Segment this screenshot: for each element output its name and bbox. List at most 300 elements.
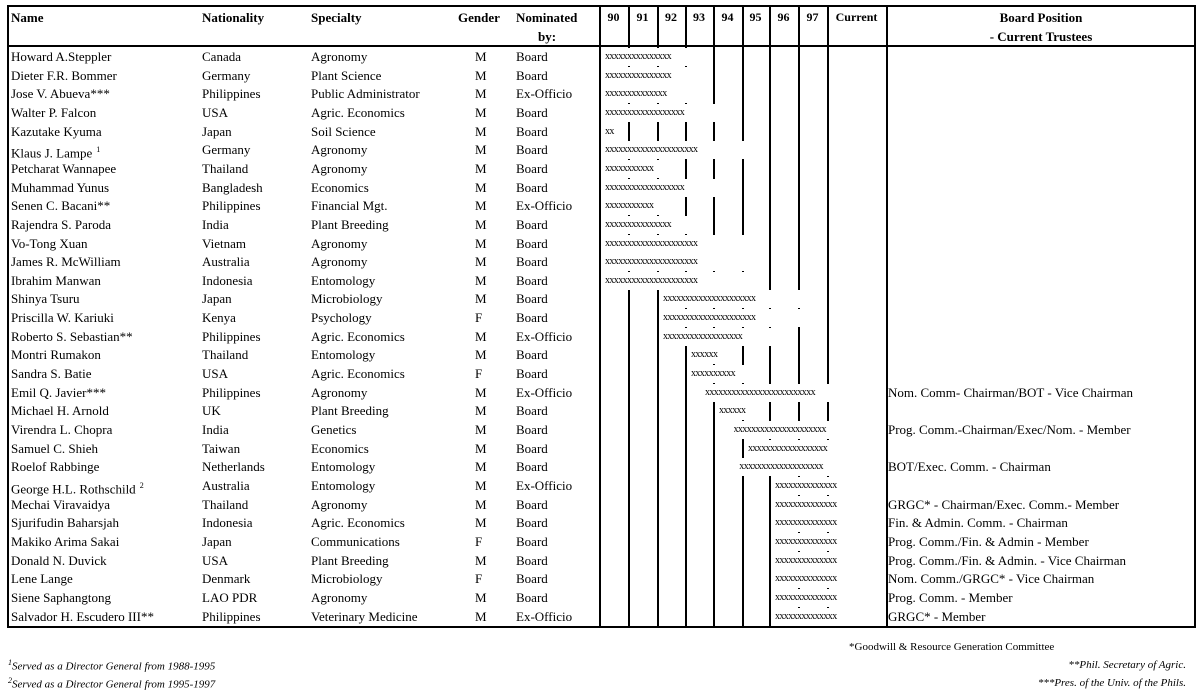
cell-name [11, 309, 114, 327]
cell-specialty [311, 197, 388, 215]
table-row [9, 477, 1194, 496]
cell-specialty [311, 290, 383, 308]
cell-nationality [202, 384, 261, 402]
name-text: Kazutake Kyuma [11, 123, 102, 139]
service-bar: xxxxxxxxxxxxxxxxxxxxxxxxx [705, 384, 880, 402]
specialty-text: Entomology [311, 272, 376, 288]
cell-specialty [311, 514, 405, 532]
cell-nationality [202, 477, 250, 495]
cell-specialty [311, 458, 375, 476]
name-footnote-marker: 1 [96, 145, 101, 155]
gender-text: M [475, 49, 487, 64]
cell-gender [475, 197, 487, 215]
gender-text: M [475, 198, 487, 214]
cell-specialty [311, 402, 389, 420]
board-position: Nom. Comm./GRGC* - Vice Chairman [888, 571, 1095, 587]
gender-text: M [475, 179, 487, 195]
table-row [9, 533, 1194, 552]
specialty-text: Entomology [311, 459, 376, 475]
name-text: Shinya Tsuru [11, 291, 80, 307]
cell-name [11, 85, 110, 103]
name-text: Makiko Arima Sakai [11, 533, 120, 549]
cell-nominated [516, 67, 548, 85]
gender-text: M [475, 254, 487, 270]
board-position: GRGC* - Member [888, 608, 986, 624]
specialty-text: Agronomy [311, 142, 368, 158]
gender-text: M [475, 384, 487, 400]
cell-specialty [311, 48, 367, 66]
table-row [9, 272, 1194, 291]
table-row [9, 197, 1194, 216]
header-year-90: 90 [607, 10, 620, 24]
name-text: Sjurifudin Baharsjah [11, 515, 119, 531]
service-bar: xxxxxxxxxxxxxx [775, 496, 880, 514]
name-text: Petcharat Wannapee [11, 160, 117, 176]
specialty-text: Microbiology [311, 291, 383, 307]
name-text: Roberto S. Sebastian** [11, 328, 133, 344]
nationality-text: Philippines [202, 198, 261, 214]
service-bar: xxxxxxxxxxxxxxxxxxxxx [605, 272, 753, 290]
cell-nationality [202, 123, 232, 141]
cell-name [11, 608, 154, 626]
trustees-table [7, 5, 1196, 628]
cell-nationality [202, 496, 248, 514]
cell-nominated [516, 309, 548, 327]
table-row [9, 589, 1194, 608]
cell-gender [475, 272, 487, 290]
cell-nationality [202, 160, 248, 178]
cell-gender [475, 514, 487, 532]
header-position-line2: - Current Trustees [989, 29, 1093, 44]
header-board-position [886, 8, 1196, 46]
cell-nationality [202, 458, 265, 476]
board-position: Prog. Comm./Fin. & Admin - Member [888, 533, 1089, 549]
cell-nominated [516, 123, 548, 141]
nationality-text: Vietnam [202, 235, 246, 251]
service-bar: xxxxxxxxxxxxxxx [605, 67, 702, 85]
service-bar: xxxxxxxxxxx [605, 160, 682, 178]
specialty-text: Agric. Economics [311, 515, 405, 531]
table-row [9, 570, 1194, 589]
gender-text: F [475, 571, 483, 587]
table-row [9, 235, 1194, 254]
specialty-text: Communications [311, 533, 400, 549]
cell-name [11, 160, 116, 178]
nationality-text: Philippines [202, 608, 261, 624]
table-row [9, 608, 1194, 627]
cell-nationality [202, 589, 257, 607]
cell-name [11, 272, 101, 290]
nominated-text: Ex-Officio [516, 608, 573, 624]
cell-name [11, 197, 110, 215]
service-bar: xxxxxxxxxxxxxx [605, 85, 702, 103]
cell-nationality [202, 253, 250, 271]
table-row [9, 402, 1194, 421]
footnote-1 [8, 658, 215, 673]
cell-nationality [202, 402, 221, 420]
cell-gender [475, 570, 482, 588]
cell-specialty [311, 477, 375, 495]
cell-gender [475, 384, 487, 402]
cell-nominated [516, 440, 548, 458]
gender-text: M [475, 216, 487, 232]
footnote-star2: **Phil. Secretary of Agric. [1068, 659, 1186, 671]
table-row [9, 48, 1194, 67]
name-text: Muhammad Yunus [11, 179, 110, 195]
cell-name [11, 67, 117, 85]
specialty-text: Agric. Economics [311, 366, 405, 382]
gender-text: M [475, 496, 487, 512]
nominated-text: Ex-Officio [516, 86, 573, 102]
table-row [9, 141, 1194, 160]
specialty-text: Agric. Economics [311, 328, 405, 344]
name-text: Salvador H. Escudero III** [11, 608, 154, 624]
gender-text: F [475, 533, 483, 549]
cell-specialty [311, 104, 405, 122]
footnote-star3: ***Pres. of the Univ. of the Phils. [1037, 677, 1186, 689]
nationality-text: Taiwan [202, 440, 241, 456]
cell-specialty [311, 552, 389, 570]
nationality-text: Thailand [202, 347, 249, 363]
cell-nationality [202, 179, 263, 197]
gender-text: F [475, 310, 483, 326]
cell-nationality [202, 552, 228, 570]
cell-nationality [202, 608, 261, 626]
gender-text: M [475, 291, 487, 307]
cell-nationality [202, 328, 261, 346]
cell-nominated [516, 533, 548, 551]
cell-gender [475, 346, 487, 364]
cell-nominated [516, 104, 548, 122]
gender-text: M [475, 67, 487, 83]
cell-specialty [311, 141, 367, 159]
cell-specialty [311, 216, 389, 234]
cell-nominated [516, 48, 548, 66]
name-text: Michael H. Arnold [11, 403, 109, 419]
service-bar: xxxxxxxxxxxxxxxxxxxxx [663, 290, 813, 308]
cell-specialty [311, 533, 400, 551]
header-nominated-line2: by: [538, 29, 557, 44]
header-year-92: 92 [665, 10, 677, 24]
cell-name [11, 235, 87, 253]
name-text: Siene Saphangtong [11, 589, 112, 605]
nominated-text: Board [516, 291, 548, 307]
cell-gender [475, 123, 487, 141]
service-bar: xxxxxxxxxxxxxx [775, 533, 880, 551]
table-row [9, 104, 1194, 123]
cell-name [11, 123, 102, 141]
gender-text: M [475, 86, 487, 102]
nationality-text: Australia [202, 254, 250, 270]
nominated-text: Board [516, 179, 548, 195]
nationality-text: USA [202, 104, 229, 120]
nominated-text: Board [516, 552, 548, 568]
table-row [9, 253, 1194, 272]
cell-specialty [311, 179, 369, 197]
service-bar: xxxxxxxxxxxxxxxxxxxxx [734, 421, 881, 439]
cell-specialty [311, 160, 367, 178]
service-bar: xxxxxxxxxxxxxxxxxxxxx [605, 141, 753, 159]
cell-nationality [202, 104, 228, 122]
cell-name [11, 440, 98, 458]
cell-specialty [311, 253, 367, 271]
cell-nationality [202, 514, 253, 532]
table-row [9, 85, 1194, 104]
nominated-text: Board [516, 123, 548, 139]
board-position: GRGC* - Chairman/Exec. Comm.- Member [888, 496, 1120, 512]
cell-nationality [202, 365, 228, 383]
nationality-text: Netherlands [202, 459, 265, 475]
cell-nominated [516, 608, 572, 626]
specialty-text: Public Administrator [311, 86, 420, 102]
gender-text: M [475, 552, 487, 568]
service-bar: xxxxxxxxxxxxxxxxxxxxx [605, 235, 753, 253]
name-text: Priscilla W. Kariuki [11, 310, 114, 326]
table-row [9, 309, 1194, 328]
header-year-91: 91 [636, 10, 649, 24]
specialty-text: Agric. Economics [311, 104, 405, 120]
cell-gender [475, 67, 487, 85]
nationality-text: LAO PDR [202, 589, 258, 605]
footnote-1-marker: 1 [8, 658, 12, 667]
specialty-text: Genetics [311, 422, 357, 437]
cell-gender [475, 328, 487, 346]
nominated-text: Board [516, 533, 548, 549]
name-text: Jose V. Abueva*** [11, 86, 110, 102]
specialty-text: Microbiology [311, 571, 383, 587]
gender-text: M [475, 272, 487, 288]
gender-text: M [475, 440, 487, 456]
cell-nominated [516, 552, 548, 570]
name-text: Montri Rumakon [11, 347, 101, 363]
cell-gender [475, 141, 487, 159]
nominated-text: Ex-Officio [516, 477, 573, 493]
cell-specialty [311, 272, 375, 290]
cell-name [11, 496, 110, 514]
nominated-text: Board [516, 347, 548, 363]
nominated-text: Board [516, 515, 548, 531]
cell-name [11, 104, 96, 122]
service-bar: xxxxxxxxxxxxxxxxxx [748, 440, 880, 458]
nominated-text: Board [516, 422, 548, 437]
cell-nationality [202, 197, 261, 215]
nominated-text: Board [516, 160, 548, 176]
cell-nationality [202, 48, 241, 66]
cell-specialty [311, 608, 417, 626]
specialty-text: Agronomy [311, 254, 368, 270]
cell-gender [475, 552, 487, 570]
service-bar: xxxxxxxxxx [691, 365, 758, 383]
cell-gender [475, 179, 487, 197]
cell-name [11, 179, 109, 197]
board-position: Prog. Comm./Fin. & Admin. - Vice Chairman [888, 552, 1127, 568]
cell-gender [475, 421, 487, 439]
cell-specialty [311, 346, 375, 364]
cell-nominated [516, 496, 548, 514]
gender-text: M [475, 608, 487, 624]
nominated-text: Board [516, 216, 548, 232]
nationality-text: Bangladesh [202, 179, 263, 195]
cell-gender [475, 216, 487, 234]
cell-gender [475, 235, 487, 253]
name-text: Mechai Viravaidya [11, 496, 110, 512]
gender-text: M [475, 123, 487, 139]
cell-nationality [202, 85, 261, 103]
nominated-text: Board [516, 235, 548, 251]
cell-name [11, 533, 119, 551]
specialty-text: Financial Mgt. [311, 198, 388, 214]
table-row [9, 290, 1194, 309]
name-text: Lene Lange [11, 571, 73, 587]
nominated-text: Board [516, 589, 548, 605]
nominated-text: Board [516, 459, 548, 475]
cell-name [11, 216, 111, 234]
name-text: James R. McWilliam [11, 254, 121, 270]
nationality-text: Philippines [202, 86, 261, 102]
header-year-95: 95 [749, 10, 762, 24]
cell-name [11, 402, 109, 420]
cell-nationality [202, 570, 250, 588]
cell-gender [475, 402, 487, 420]
service-bar: xxxxxxxxxxxxxxx [605, 216, 702, 234]
specialty-text: Agronomy [311, 49, 368, 64]
gender-text: M [475, 160, 487, 176]
nationality-text: Japan [202, 291, 232, 307]
cell-gender [475, 160, 487, 178]
gender-text: M [475, 104, 487, 120]
name-text: Vo-Tong Xuan [11, 235, 88, 251]
nominated-text: Board [516, 254, 548, 270]
name-text: Rajendra S. Paroda [11, 216, 112, 232]
header-divider [9, 45, 1194, 47]
specialty-text: Plant Breeding [311, 403, 389, 419]
specialty-text: Psychology [311, 310, 372, 326]
specialty-text: Agronomy [311, 496, 368, 512]
cell-name [11, 552, 107, 570]
service-bar: xxxxxxxxxxxxxx [775, 514, 880, 532]
name-text: Roelof Rabbinge [11, 459, 100, 475]
table-row [9, 458, 1194, 477]
name-text: Senen C. Bacani** [11, 198, 111, 214]
cell-specialty [311, 496, 367, 514]
nominated-text: Board [516, 272, 548, 288]
specialty-text: Agronomy [311, 384, 368, 400]
footnote-2-text: Served as a Director General from 1995-1997 [12, 678, 216, 691]
service-bar: xxxxxxxxxxxxxxxxxxxxx [663, 309, 813, 327]
cell-specialty [311, 570, 383, 588]
specialty-text: Entomology [311, 347, 376, 363]
service-bar: xxxxxxxxxxxxxx [775, 589, 880, 607]
gender-text: F [475, 366, 483, 382]
header-year-97: 97 [806, 10, 819, 24]
cell-gender [475, 365, 482, 383]
board-position: BOT/Exec. Comm. - Chairman [888, 459, 1051, 475]
cell-nationality [202, 440, 240, 458]
cell-specialty [311, 328, 405, 346]
name-text: Virendra L. Chopra [11, 422, 113, 437]
service-bar: xxxxxxxxxxxxxxx [605, 48, 702, 66]
cell-nominated [516, 458, 548, 476]
specialty-text: Plant Breeding [311, 552, 389, 568]
footnote-2-marker: 2 [8, 676, 12, 685]
nationality-text: USA [202, 552, 229, 568]
cell-gender [475, 440, 487, 458]
cell-specialty [311, 384, 367, 402]
cell-nominated [516, 179, 548, 197]
service-bar: xxxxxxxxxxxxxxxxxxxxx [605, 253, 753, 271]
cell-name [11, 328, 133, 346]
header-year-94: 94 [721, 10, 734, 24]
nominated-text: Board [516, 104, 548, 120]
cell-gender [475, 253, 487, 271]
name-text: Howard A.Steppler [11, 49, 112, 64]
header-nominated [516, 8, 577, 46]
name-text: Emil Q. Javier*** [11, 384, 106, 400]
name-text: Ibrahim Manwan [11, 272, 101, 288]
board-position: Prog. Comm.-Chairman/Exec/Nom. - Member [888, 422, 1131, 437]
gender-text: M [475, 589, 487, 605]
specialty-text: Agronomy [311, 235, 368, 251]
cell-specialty [311, 365, 405, 383]
gender-text: M [475, 459, 487, 475]
cell-nationality [202, 346, 248, 364]
cell-nominated [516, 141, 548, 159]
nominated-text: Board [516, 142, 548, 158]
cell-name [11, 458, 99, 476]
name-text: Dieter F.R. Bommer [11, 67, 117, 83]
board-position: Nom. Comm- Chairman/BOT - Vice Chairman [888, 384, 1133, 400]
board-position: Prog. Comm. - Member [888, 589, 1013, 605]
service-bar: xxxxxxxxxxxxxx [775, 608, 880, 626]
cell-nominated [516, 235, 548, 253]
cell-nominated [516, 216, 548, 234]
cell-name [11, 570, 73, 588]
cell-specialty [311, 235, 367, 253]
specialty-text: Economics [311, 179, 369, 195]
nationality-text: India [202, 216, 229, 232]
cell-specialty [311, 421, 356, 439]
gender-text: M [475, 403, 487, 419]
header-year-96: 96 [777, 10, 790, 24]
nationality-text: Philippines [202, 328, 261, 344]
name-text: Samuel C. Shieh [11, 440, 99, 456]
nominated-text: Board [516, 366, 548, 382]
cell-gender [475, 48, 487, 66]
header-nationality: Nationality [202, 10, 265, 25]
nationality-text: Philippines [202, 384, 261, 400]
cell-gender [475, 309, 482, 327]
cell-specialty [311, 85, 420, 103]
specialty-text: Economics [311, 440, 369, 456]
table-row [9, 440, 1194, 459]
nationality-text: Australia [202, 477, 250, 493]
header-nominated-line1: Nominated [516, 10, 578, 25]
cell-gender [475, 85, 487, 103]
table-row [9, 496, 1194, 515]
nationality-text: Japan [202, 533, 232, 549]
footnote-2 [8, 676, 215, 691]
gender-text: M [475, 142, 487, 158]
nominated-text: Ex-Officio [516, 384, 573, 400]
cell-nominated [516, 346, 548, 364]
gender-text: M [475, 422, 487, 437]
nominated-text: Ex-Officio [516, 328, 573, 344]
cell-nationality [202, 67, 250, 85]
nominated-text: Board [516, 440, 548, 456]
cell-nominated [516, 253, 548, 271]
nationality-text: India [202, 422, 229, 437]
cell-nationality [202, 216, 229, 234]
